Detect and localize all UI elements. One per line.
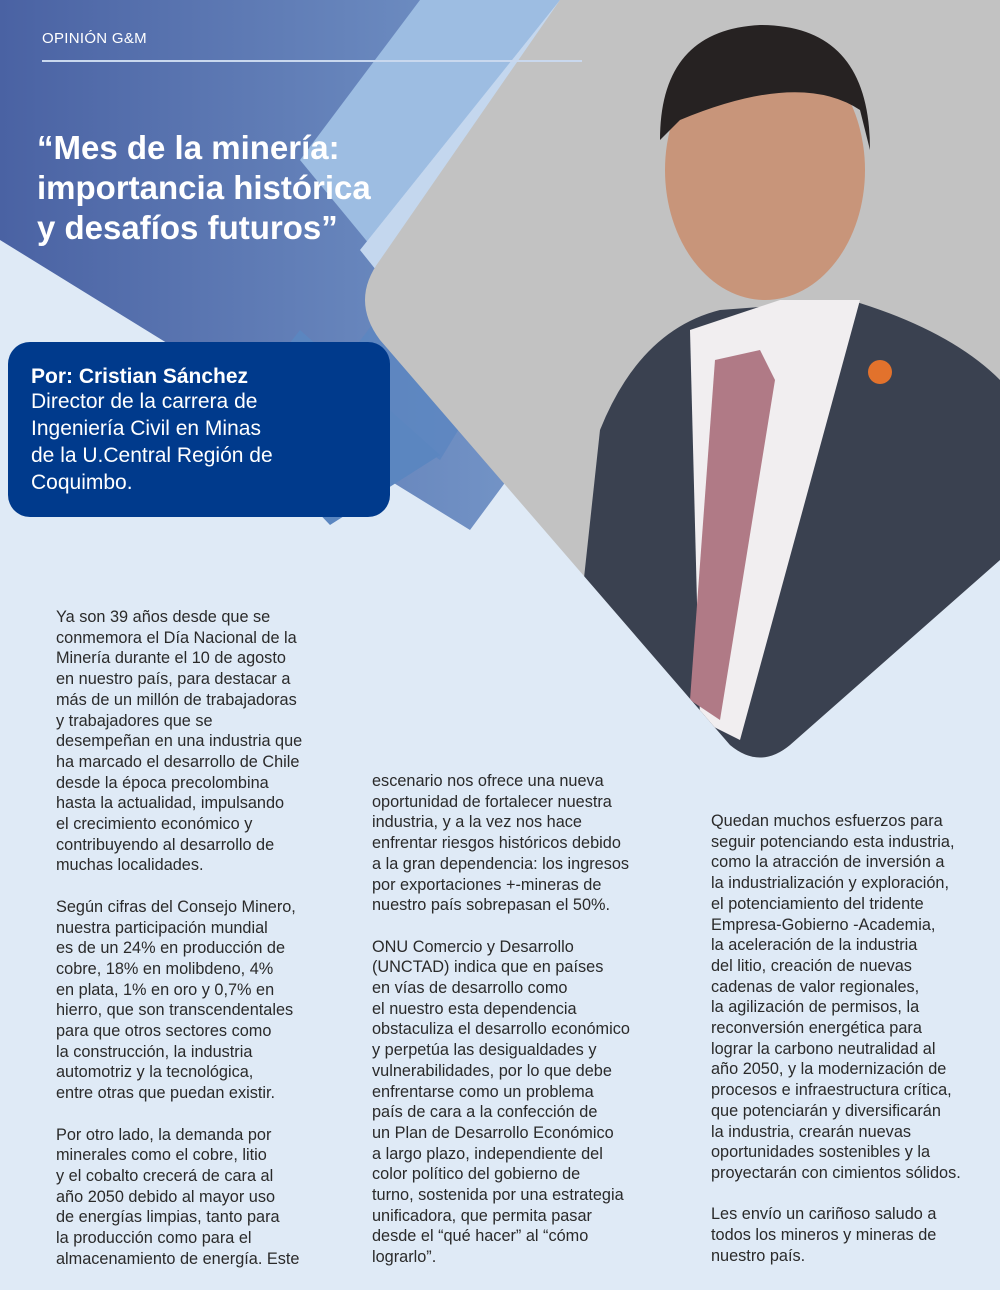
column-2 — [372, 771, 630, 1289]
paragraph: Quedan muchos esfuerzos para seguir potenciando esta industria, como la atracción de inversión a la industrialización y exploración, el potenciamiento del tridente Empresa-Gobierno -Academia, la aceleración de la industria del litio, creación de nuevas cadenas de valor regionales, la agilización de permisos, la reconversión energética para lograr la carbono neutralidad al año 2050, y la modernización de procesos e infraestructura crítica, que potenciarán y diversificarán la industria, crearán nuevas oportunidades sostenibles y la proyectarán con cimientos sólidos. — [711, 812, 961, 1182]
section-label: OPINIÓN G&M — [42, 30, 147, 47]
header-divider — [42, 60, 582, 62]
paragraph: ONU Comercio y Desarrollo (UNCTAD) indica que en países en vías de desarrollo como el nuestro esta dependencia obstaculiza el desarrollo económico y perpetúa las desigualdades y vulnerabilidades, por lo que debe enfrentarse como un problema país de cara a la confección de un Plan de Desarrollo Económico a largo plazo, independiente del color político del gobierno de turno, sostenida por una estrategia unificadora, que permita pasar desde el “qué hacer” al “cómo lograrlo”. — [372, 937, 630, 1267]
author-role: Director de la carrera de Ingeniería Civil en Minas de la U.Central Región de Coquimbo. — [31, 390, 273, 494]
paragraph: Ya son 39 años desde que se conmemora el Día Nacional de la Minería durante el 10 de agosto en nuestro país, para destacar a más de un millón de trabajadoras y trabajadores que se desempeñan en una industria que ha marcado el desarrollo de Chile desde la época precolombina hasta la actualidad, impulsando el crecimiento económico y contribuyendo al desarrollo de muchas localidades. — [56, 608, 303, 875]
author-box — [8, 342, 390, 517]
paragraph: Según cifras del Consejo Minero, nuestra participación mundial es de un 24% en producción de cobre, 18% en molibdeno, 4% en plata, 1% en oro y 0,7% en hierro, que son transcendentales para que otros sectores como la construcción, la industria automotriz y la tecnológica, entre otras que puedan existir. — [56, 897, 296, 1103]
article-title: “Mes de la minería: importancia histórica y desafíos futuros” — [37, 129, 371, 246]
author-name: Por: Cristian Sánchez — [31, 365, 249, 388]
column-1 — [56, 607, 302, 1290]
paragraph: Por otro lado, la demanda por minerales como el cobre, litio y el cobalto crecerá de cara al año 2050 debido al mayor uso de energías limpias, tanto para la producción como para el almacenamiento de energía. Este — [56, 1125, 300, 1268]
paragraph: escenario nos ofrece una nueva oportunidad de fortalecer nuestra industria, y a la vez nos hace enfrentar riesgos históricos debido a la gran dependencia: los ingresos por exportaciones +-mineras de nuestro país sobrepasan el 50%. — [372, 772, 630, 915]
column-3 — [711, 811, 961, 1287]
paragraph: Les envío un cariñoso saludo a todos los mineros y mineras de nuestro país. — [711, 1205, 937, 1265]
